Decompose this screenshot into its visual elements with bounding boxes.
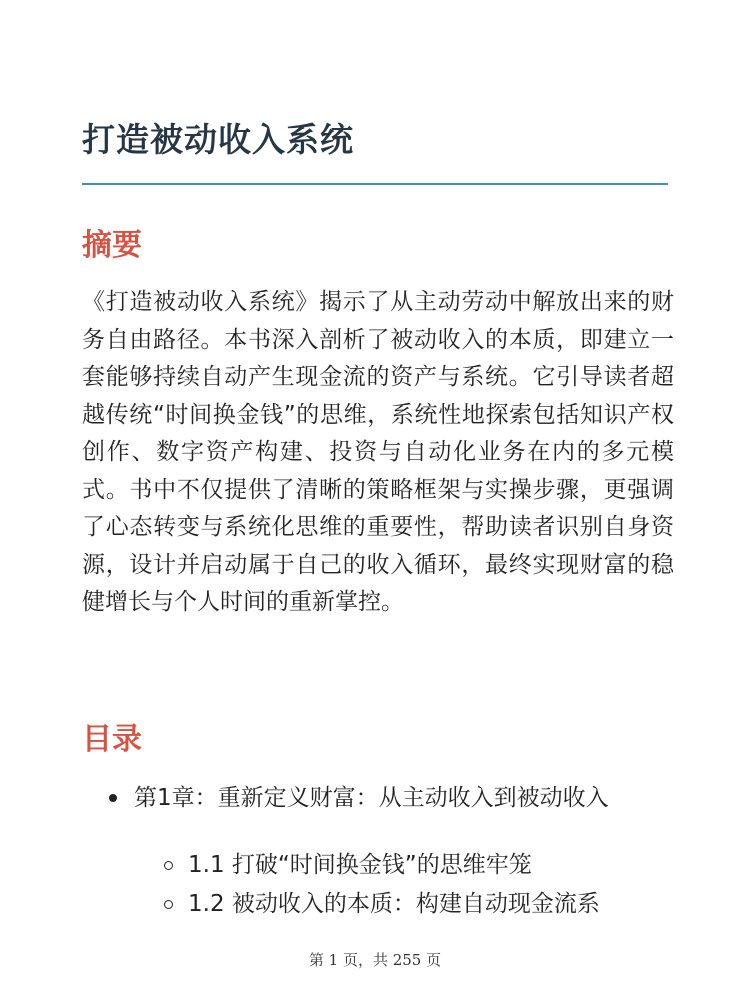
title-divider <box>82 183 668 185</box>
toc-list <box>82 780 682 923</box>
abstract-heading: 摘要 <box>82 228 142 263</box>
toc-heading: 目录 <box>82 722 142 757</box>
document-title: 打造被动收入系统 <box>82 120 354 159</box>
bullet-circle-icon <box>164 861 173 870</box>
toc-chapter-item[interactable] <box>82 780 682 923</box>
toc-section-label: 1.2 被动收入的本质：构建自动现金流系 <box>188 891 600 917</box>
toc-section-list <box>134 847 682 923</box>
bullet-disc-icon <box>109 794 117 802</box>
page-number-footer: 第 1 页，共 255 页 <box>0 949 750 971</box>
bullet-circle-icon <box>164 900 173 909</box>
toc-section-label: 1.1 打破“时间换金钱”的思维牢笼 <box>188 852 532 878</box>
toc-section-item[interactable] <box>134 886 682 923</box>
toc-chapter-label: 第1章：重新定义财富：从主动收入到被动收入 <box>134 785 609 811</box>
abstract-paragraph: 《打造被动收入系统》揭示了从主动劳动中解放出来的财务自由路径。本书深入剖析了被动收入的本质，即建立一套能够持续自动产生现金流的资产与系统。它引导读者超越传统“时间换金钱”的思维，系统性地探索包括知识产权创作、数字资产构建、投资与自动化业务在内的多元模式。书中不仅提供了清晰的策略框架与实操步骤，更强调了心态转变与系统化思维的重要性，帮助读者识别自身资源，设计并启动属于自己的收入循环，最终实现财富的稳健增长与个人时间的重新掌控。 <box>82 289 674 615</box>
toc-section-item[interactable] <box>134 847 682 884</box>
